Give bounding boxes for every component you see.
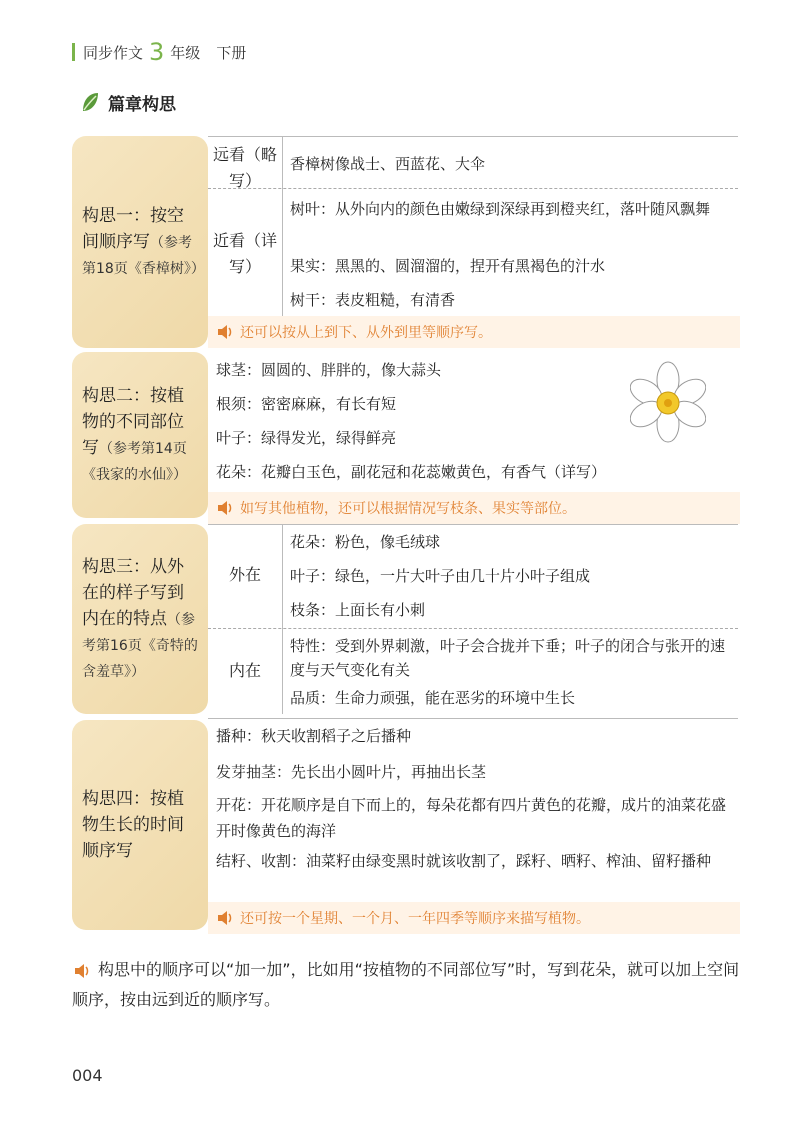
page-header (72, 40, 246, 64)
speaker-icon (216, 910, 234, 926)
block-3-outer-flower: 花朵：粉色，像毛绒球 (290, 533, 441, 551)
header-book-title: 同步作文 (83, 43, 144, 62)
block-3-outer-branch: 枝条：上面长有小刺 (290, 601, 426, 619)
block-1-title: 构思一：按空间顺序写（参考第18页《香樟树》） (82, 206, 205, 277)
block-1-ref: （参考第18页《香樟树》） (82, 235, 205, 277)
divider (208, 718, 738, 719)
block-1-tip (208, 316, 740, 348)
divider (208, 524, 738, 525)
page-number: 004 (72, 1066, 103, 1085)
section-title-text: 篇章构思 (108, 94, 176, 115)
block-4-tip (208, 902, 740, 934)
block-4-label-card (72, 720, 208, 930)
block-4-item-harvest: 结籽、收割：油菜籽由绿变黑时就该收割了，踩籽、晒籽、榨油、留籽播种 (216, 852, 712, 870)
block-3-ref: （参考第16页《奇特的含羞草》） (82, 612, 198, 680)
block-2-ref: （参考第14页《我家的水仙》） (82, 441, 187, 483)
header-accent-bar (72, 43, 75, 61)
block-3-inner-trait: 特性：受到外界刺激，叶子会合拢并下垂；叶子的闭合与张开的速度与天气变化有关 (290, 637, 726, 679)
block-1-near-fruit: 果实：黑黑的、圆溜溜的，捏开有黑褐色的汁水 (290, 257, 606, 275)
leaf-icon (80, 91, 100, 113)
block-2-item-leaves: 叶子：绿得发光，绿得鲜亮 (216, 429, 397, 447)
block-2-item-bulb: 球茎：圆圆的、胖胖的，像大蒜头 (216, 361, 442, 379)
block-1-sub-far: 远看（略写） (212, 145, 277, 190)
daffodil-illustration (630, 360, 706, 444)
speaker-icon (72, 963, 92, 979)
block-2-label-card (72, 352, 208, 518)
bottom-note-text: 构思中的顺序可以“加一加”，比如用“按植物的不同部位写”时，写到花朵，就可以加上空间顺序，按由远到近的顺序写。 (72, 960, 740, 1009)
block-1-near-leaf: 树叶：从外向内的颜色由嫩绿到深绿再到橙夹红，落叶随风飘舞 (290, 200, 711, 218)
divider (282, 524, 283, 714)
block-3-sub-outer: 外在 (228, 565, 261, 584)
header-term: 下册 (216, 43, 247, 62)
divider (282, 136, 283, 316)
block-1-tip-text: 还可以按从上到下、从外到里等顺序写。 (240, 325, 492, 341)
section-title (80, 88, 176, 116)
header-grade-label: 年级 (170, 43, 201, 62)
block-1-label-card (72, 136, 208, 348)
block-2-item-flower: 花朵：花瓣白玉色，副花冠和花蕊嫩黄色，有香气（详写） (216, 463, 607, 481)
block-1-near-trunk: 树干：表皮粗糙，有清香 (290, 291, 456, 309)
block-3-label-card (72, 524, 208, 714)
block-2-item-roots: 根须：密密麻麻，有长有短 (216, 395, 397, 413)
block-2-title: 构思二：按植物的不同部位写（参考第14页《我家的水仙》） (82, 386, 187, 483)
block-2-tip-text: 如写其他植物，还可以根据情况写枝条、果实等部位。 (240, 501, 576, 517)
block-4-title: 构思四：按植物生长的时间顺序写 (82, 789, 184, 861)
block-3-title: 构思三：从外在的样子写到内在的特点（参考第16页《奇特的含羞草》） (82, 557, 198, 680)
block-3-sub-inner: 内在 (228, 661, 261, 680)
speaker-icon (216, 500, 234, 516)
divider (208, 628, 738, 629)
block-1-sub-near: 近看（详写） (212, 231, 277, 276)
divider (208, 136, 738, 137)
divider (208, 188, 738, 189)
block-3-outer-leaf: 叶子：绿色，一片大叶子由几十片小叶子组成 (290, 567, 591, 585)
block-4-item-sprout: 发芽抽茎：先长出小圆叶片，再抽出长茎 (216, 763, 487, 781)
speaker-icon (216, 324, 234, 340)
block-1-far-item: 香樟树像战士、西蓝花、大伞 (290, 155, 486, 173)
block-2-tip (208, 492, 740, 524)
header-grade-number: 3 (149, 38, 165, 66)
block-4-item-bloom: 开花：开花顺序是自下而上的，每朵花都有四片黄色的花瓣，成片的油菜花盛开时像黄色的海洋 (216, 796, 727, 840)
block-3-inner-quality: 品质：生命力顽强，能在恶劣的环境中生长 (290, 689, 576, 707)
bottom-note (72, 955, 752, 1015)
block-4-item-sow: 播种：秋天收割稻子之后播种 (216, 727, 412, 745)
block-4-tip-text: 还可按一个星期、一个月、一年四季等顺序来描写植物。 (240, 911, 590, 927)
